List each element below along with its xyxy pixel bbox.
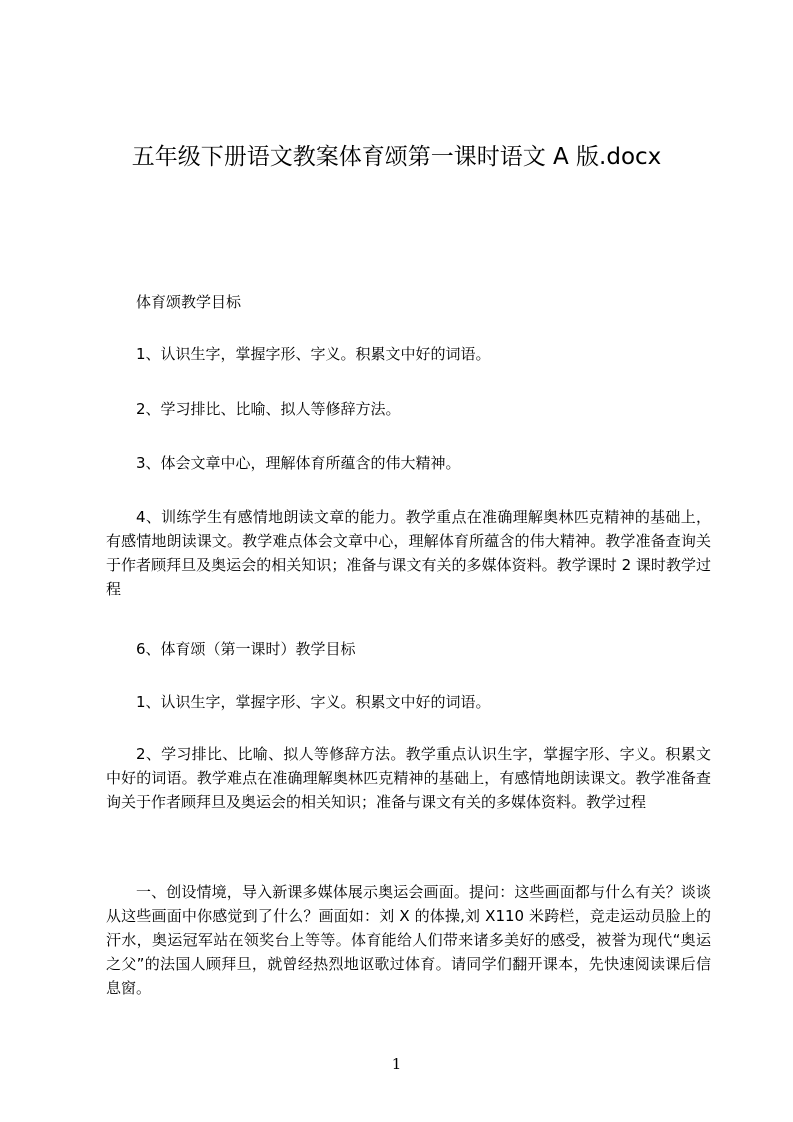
paragraph-lesson-heading: 6、体育颂（第一课时）教学目标 (136, 640, 356, 658)
page-number: 1 (391, 1055, 402, 1073)
paragraph-objective-2: 2、学习排比、比喻、拟人等修辞方法。 (136, 400, 401, 418)
paragraph-objective-1: 1、认识生字，掌握字形、字义。积累文中好的词语。 (136, 345, 491, 363)
paragraph-lesson-objective-2: 2、学习排比、比喻、拟人等修辞方法。教学重点认识生字，掌握字形、字义。积累文中好的词语。教学难点在准确理解奥林匹克精神的基础上，有感情地朗读课文。教学准备查询关于作者顾拜旦及奥运会的相关知识；准备与课文有关的多媒体资料。教学过程 (106, 745, 711, 811)
paragraph-objective-4: 4、训练学生有感情地朗读文章的能力。教学重点在准确理解奥林匹克精神的基础上，有感情地朗读课文。教学难点体会文章中心，理解体育所蕴含的伟大精神。教学准备查询关于作者顾拜旦及奥运会的相关知识；准备与课文有关的多媒体资料。教学课时 2 课时教学过程 (106, 508, 711, 598)
document-title: 五年级下册语文教案体育颂第一课时语文 A 版.docx (131, 144, 662, 170)
paragraph-introduction: 一、创设情境，导入新课多媒体展示奥运会画面。提问：这些画面都与什么有关？谈谈从这些画面中你感觉到了什么？画面如：刘 X 的体操,刘 X110 米跨栏，竞走运动员脸上的汗水，奥运冠军站在领奖台上等等。体育能给人们带来诸多美好的感受，被誉为现代“奥运之父”的法国人顾拜旦，就曾经热烈地讴歌过体育。请同学们翻开课本，先快速阅读课后信息窗。 (106, 883, 711, 997)
paragraph-heading-objectives: 体育颂教学目标 (136, 293, 242, 311)
paragraph-objective-3: 3、体会文章中心，理解体育所蕴含的伟大精神。 (136, 454, 461, 472)
paragraph-lesson-objective-1: 1、认识生字，掌握字形、字义。积累文中好的词语。 (136, 693, 491, 711)
